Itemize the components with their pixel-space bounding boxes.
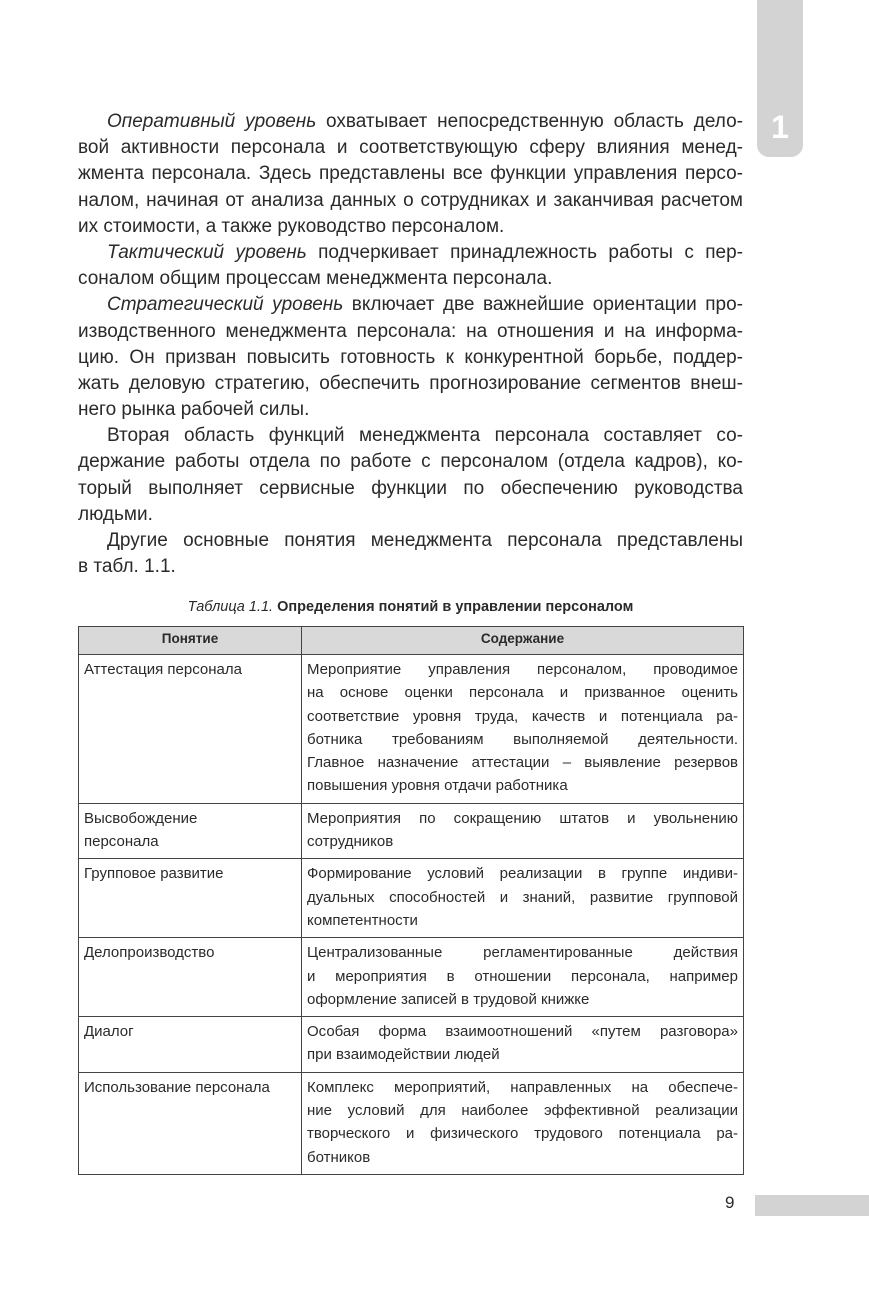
- text-line: Вторая область функций менеджмента персонала составляет со-: [107, 425, 743, 447]
- term-cell: Использование персонала: [79, 1072, 302, 1174]
- text-line: изводственного менеджмента персонала: на отношения и на информа-: [78, 320, 743, 342]
- text-line: вой активности персонала и соответствующую сферу влияния менед-: [78, 137, 743, 159]
- emphasis-term: Тактический уровень: [107, 241, 307, 263]
- table-caption-title: Определения понятий в управлении персоналом: [277, 599, 634, 615]
- table-row: [79, 1017, 744, 1073]
- emphasis-term: Оперативный уровень: [107, 111, 317, 132]
- paragraph-strategic-level: [78, 292, 743, 423]
- definition-cell: Комплекс мероприятий, направленных на обеспече- ние условий для наиболее эффективной реализации творческого и физического трудового потенциала ра- ботников: [302, 1072, 744, 1174]
- text-line: держание работы отдела по работе с персоналом (отдела кадров), ко-: [78, 451, 743, 473]
- text-line: соналом общим процессам менеджмента персонала.: [78, 268, 553, 290]
- paragraph-tactical-level: [78, 240, 743, 292]
- column-header-content: Содержание: [302, 627, 744, 655]
- paragraph-operational-level: [78, 109, 743, 240]
- table-row: [79, 938, 744, 1017]
- definition-cell: Централизованные регламентированные действия и мероприятия в отношении персонала, например оформление записей в трудовой книжке: [302, 938, 744, 1017]
- text-line: их стоимости, а также руководство персоналом.: [78, 215, 505, 237]
- term-cell: Делопроизводство: [79, 938, 302, 1017]
- chapter-tab: [757, 0, 803, 157]
- text-line: него рынка рабочей силы.: [78, 399, 310, 421]
- text-line: людьми.: [78, 503, 153, 525]
- page-footer-bar: [755, 1195, 869, 1216]
- paragraph-other-concepts: [78, 528, 743, 580]
- term-cell: Групповое развитие: [79, 859, 302, 938]
- table-row: [79, 1072, 744, 1174]
- page-number: 9: [725, 1193, 735, 1212]
- term-cell: Аттестация персонала: [79, 655, 302, 804]
- table-caption-label: Таблица 1.1.: [187, 599, 274, 615]
- table-row: [79, 803, 744, 859]
- definition-cell: Мероприятие управления персоналом, проводимое на основе оценки персонала и призванное оценить соответствие уровня труда, качеств и потенциала ра- ботника требованиям выполняемой деятельности. Главное назначение аттестации – выявление резервов повышения уровня отдачи работника: [302, 655, 744, 804]
- definition-cell: Формирование условий реализации в группе индиви- дуальных способностей и знаний, развитие групповой компетентности: [302, 859, 744, 938]
- table-caption: [78, 597, 743, 617]
- table-row: [79, 859, 744, 938]
- term-cell: Высвобождение персонала: [79, 803, 302, 859]
- text-line: Оперативный уровень охватывает непосредственную область дело-: [107, 111, 743, 132]
- definitions-table: [78, 626, 744, 1175]
- text-line: торый выполняет сервисные функции по обеспечению руководства: [78, 477, 743, 499]
- table-header-row: [79, 627, 744, 655]
- table-row: [79, 655, 744, 804]
- emphasis-term: Стратегический уровень: [107, 294, 344, 316]
- text-line: налом, начиная от анализа данных о сотрудниках и заканчивая расчетом: [78, 189, 743, 211]
- chapter-number: 1: [771, 109, 789, 145]
- definition-cell: Особая форма взаимоотношений «путем разговора» при взаимодействии людей: [302, 1017, 744, 1073]
- body-text: [78, 109, 743, 580]
- text-line: жать деловую стратегию, обеспечить прогнозирование сегментов внеш-: [78, 372, 743, 394]
- definition-cell: Мероприятия по сокращению штатов и увольнению сотрудников: [302, 803, 744, 859]
- column-header-term: Понятие: [79, 627, 302, 655]
- term-cell: Диалог: [79, 1017, 302, 1073]
- paragraph-second-area: [78, 423, 743, 528]
- text-line: Стратегический уровень включает две важнейшие ориентации про-: [107, 294, 743, 316]
- text-line: цию. Он призван повысить готовность к конкурентной борьбе, поддер-: [78, 346, 743, 368]
- text-line: в табл. 1.1.: [78, 556, 176, 578]
- text-line: Другие основные понятия менеджмента персонала представлены: [107, 530, 743, 551]
- text-line: Тактический уровень подчеркивает принадлежность работы с пер-: [107, 241, 743, 263]
- text-line: жмента персонала. Здесь представлены все функции управления персо-: [78, 163, 743, 185]
